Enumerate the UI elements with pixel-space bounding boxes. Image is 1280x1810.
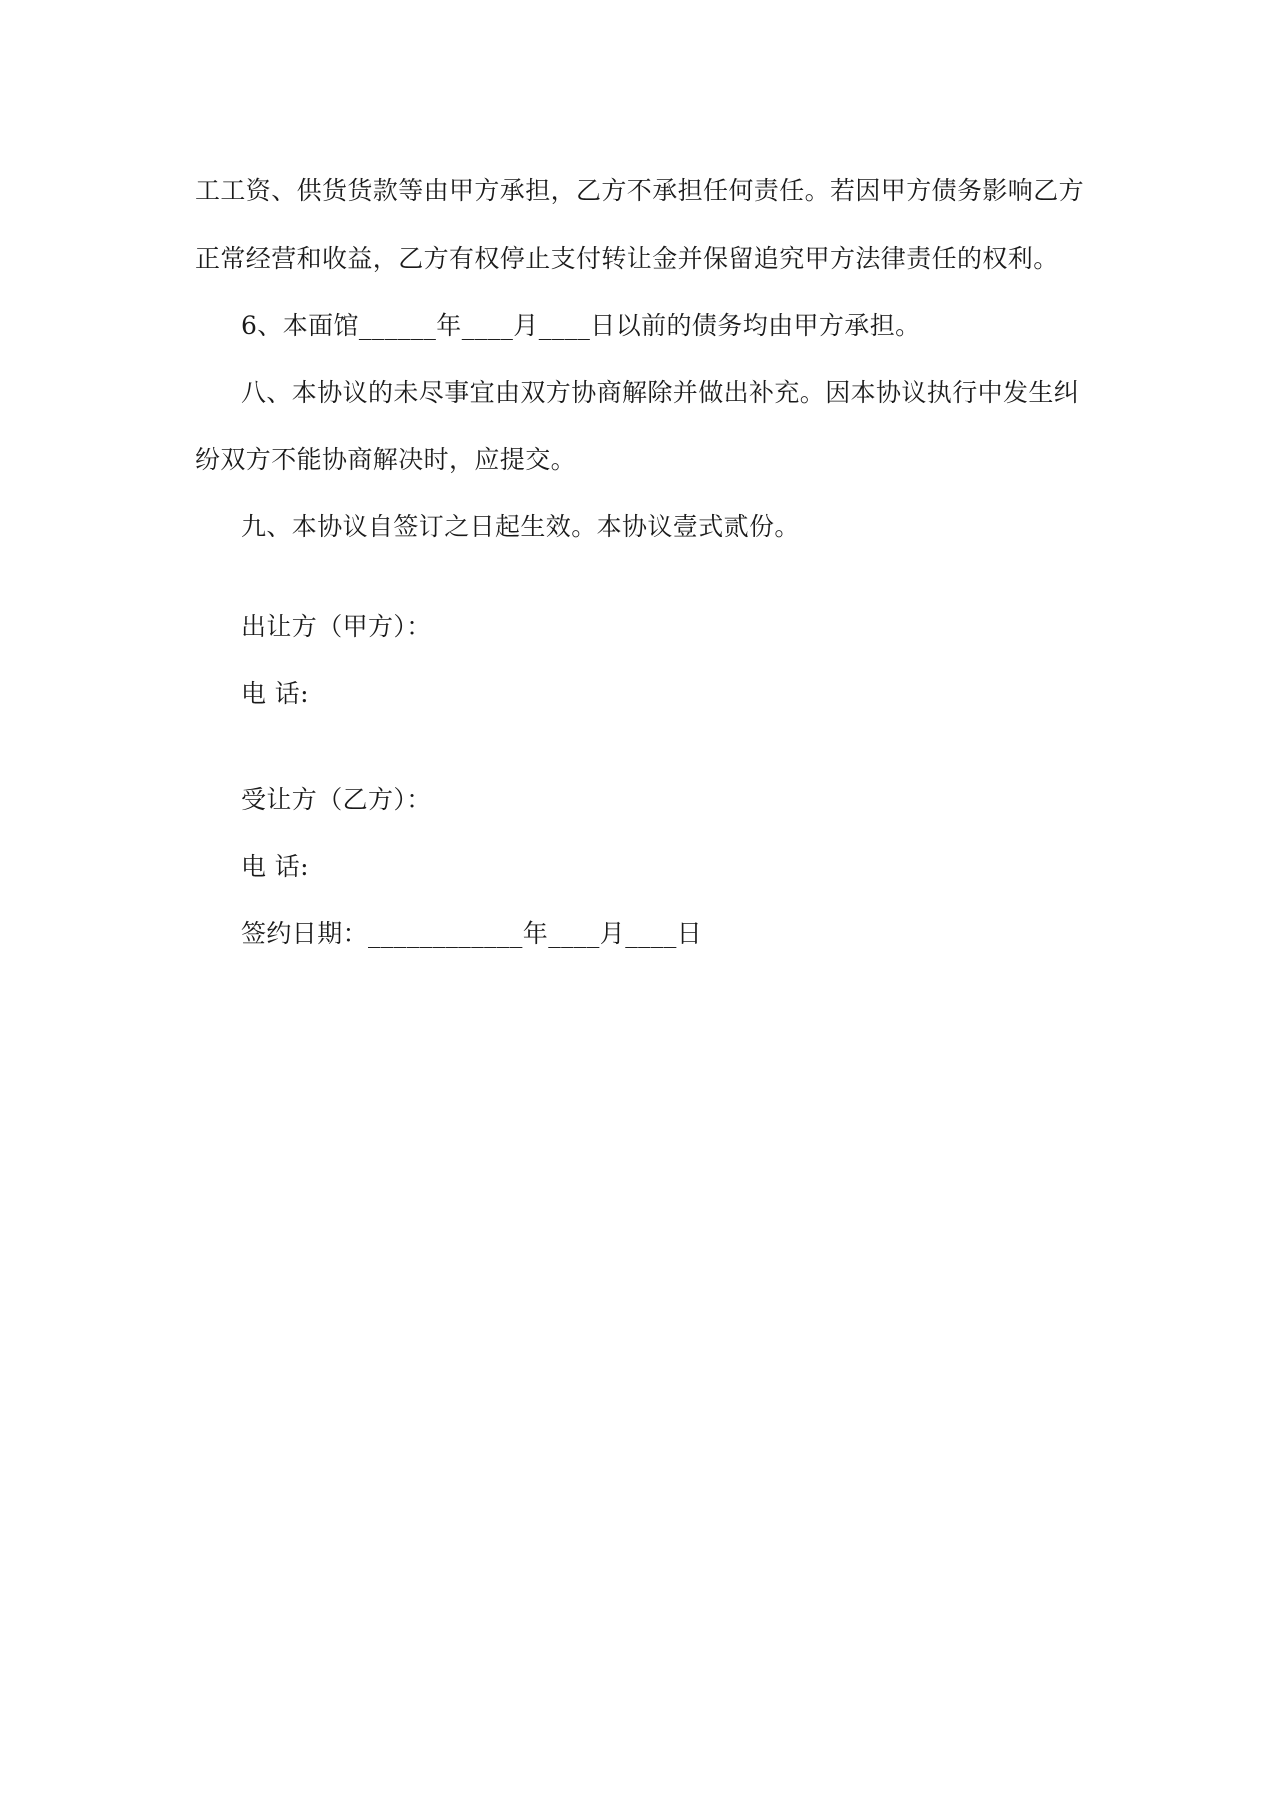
transferee-phone-label: 电 话: <box>241 852 309 881</box>
transferor-party-label: 出让方（甲方）： <box>241 612 432 641</box>
clause-9-effective-clause: 九、本协议自签订之日起生效。本协议壹式贰份。 <box>241 512 800 541</box>
clause-8-line-2: 纷双方不能协商解决时，应提交。 <box>195 445 577 474</box>
item-6-debt-clause: 6、本面馆______年____月____日以前的债务均由甲方承担。 <box>241 311 921 340</box>
clause-7-continuation-line-2: 正常经营和收益，乙方有权停止支付转让金并保留追究甲方法律责任的权利。 <box>195 244 1059 273</box>
clause-8-line-1: 八、本协议的未尽事宜由双方协商解除并做出补充。因本协议执行中发生纠 <box>241 378 1080 407</box>
clause-7-continuation-line-1: 工工资、供货货款等由甲方承担，乙方不承担任何责任。若因甲方债务影响乙方 <box>195 176 1085 205</box>
transferee-party-label: 受让方（乙方）： <box>241 785 432 814</box>
sign-date-line: 签约日期：____________年____月____日 <box>241 919 703 948</box>
transferor-phone-label: 电 话: <box>241 679 309 708</box>
